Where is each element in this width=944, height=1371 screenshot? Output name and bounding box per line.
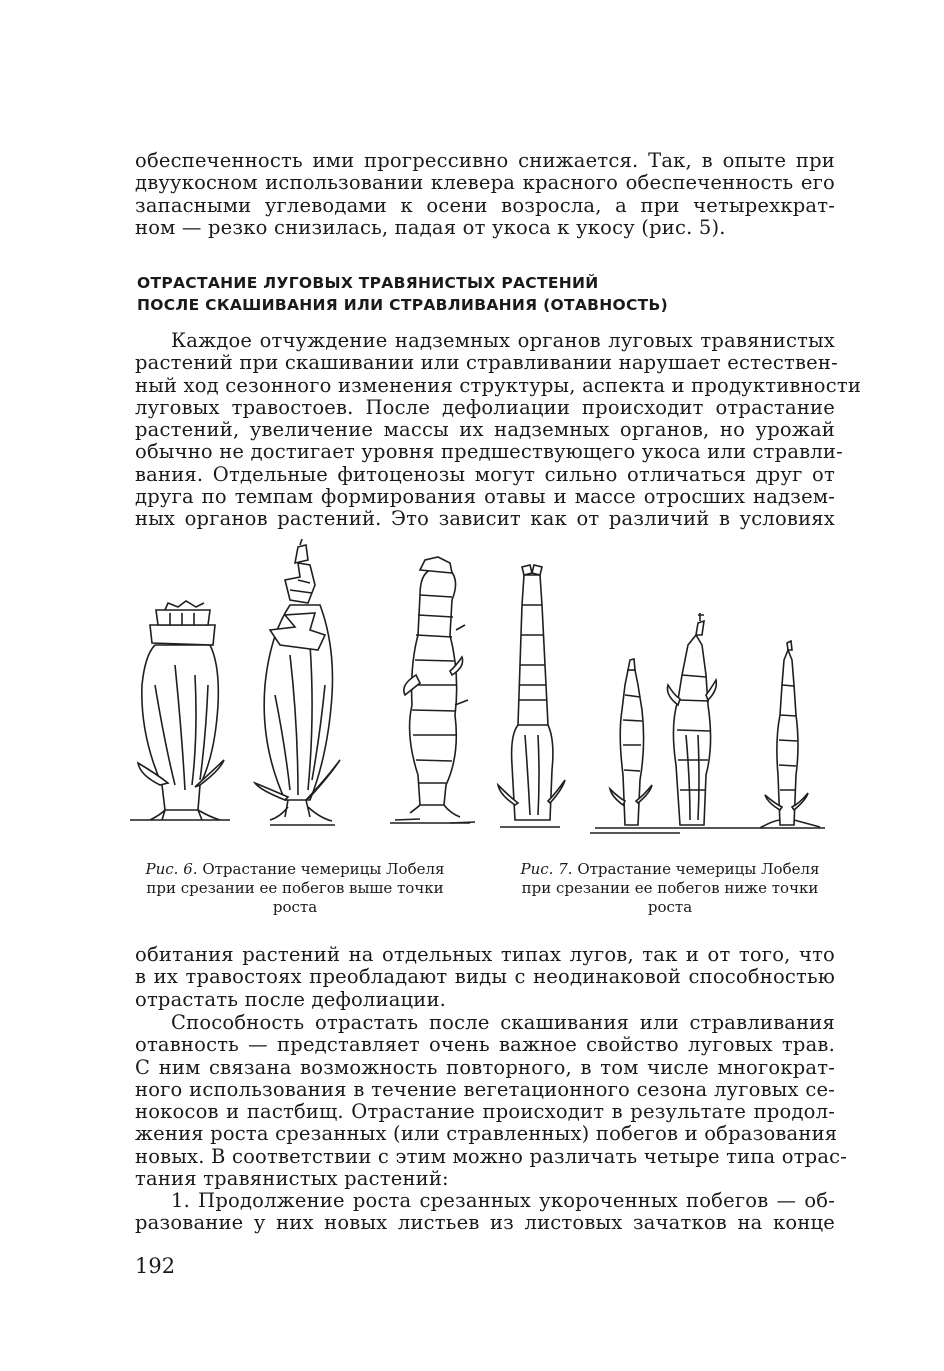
paragraph-type-1 [135, 1190, 835, 1235]
caption-line: роста [272, 898, 318, 916]
figure-7-caption [505, 860, 835, 917]
text-line: ный ход сезонного изменения структуры, аспекта и продуктивности [135, 373, 862, 397]
text-line: растений при скашивании или стравливании нарушает естествен- [135, 351, 838, 375]
plant-1-drawing [138, 601, 224, 820]
text-line: жения роста срезанных (или стравленных) побегов и образования [135, 1122, 838, 1146]
text-line: отавность — представляет очень важное свойство луговых трав. [135, 1033, 835, 1057]
text-line: ного использования в течение вегетационного сезона луговых се- [135, 1077, 835, 1101]
figure-illustration [120, 535, 840, 845]
plant-drawings [120, 535, 840, 845]
paragraph-defoliation [135, 329, 862, 531]
plant-5-drawing [610, 659, 652, 825]
figure-6-caption [130, 860, 460, 917]
ground-line-left [130, 820, 825, 833]
plant-4-drawing [498, 565, 565, 820]
text-line: Каждое отчуждение надземных органов луговых травянистых [171, 329, 835, 352]
text-line: в их травостоях преобладают виды с неодинаковой способностью [135, 965, 835, 989]
caption-line: при срезании ее побегов ниже точки [521, 879, 819, 897]
text-line: растений, увеличение массы их надземных органов, но урожай [135, 418, 835, 442]
text-line: Способность отрастать после скашивания или стравливания [171, 1011, 835, 1034]
text-line: запасными углеводами к осени возросла, а при четырехкрат- [135, 193, 835, 217]
paragraph-habitat [135, 944, 835, 1011]
plant-7-drawing [760, 641, 820, 828]
figure-7-number: Рис. 7. [520, 860, 573, 878]
text-line: вания. Отдельные фитоценозы могут сильно отличаться друг от [135, 462, 835, 486]
text-line: двуукосном использовании клевера красного обеспеченность его [135, 171, 835, 195]
caption-line: Отрастание чемерицы Лобеля [577, 860, 820, 878]
figure-6-number: Рис. 6. [145, 860, 198, 878]
text-line: разование у них новых листьев из листовых зачатков на конце [135, 1211, 835, 1235]
caption-line: Отрастание чемерицы Лобеля [202, 860, 445, 878]
text-line: ном — резко снизилась, падая от укоса к укосу (рис. 5). [135, 215, 726, 239]
paragraph-regrowth [135, 1011, 848, 1191]
paragraph-intro [135, 150, 835, 239]
text-line: обычно не достигает уровня предшествующего укоса или стравли- [135, 440, 843, 464]
heading-line: ПОСЛЕ СКАШИВАНИЯ ИЛИ СТРАВЛИВАНИЯ (ОТАВНОСТЬ) [137, 296, 669, 314]
text-line: луговых травостоев. После дефолиации происходит отрастание [135, 395, 835, 419]
text-line: С ним связана возможность повторного, в том числе многократ- [135, 1055, 835, 1079]
text-line: ных органов растений. Это зависит как от различий в условиях [135, 507, 835, 531]
heading-line: ОТРАСТАНИЕ ЛУГОВЫХ ТРАВЯНИСТЫХ РАСТЕНИЙ [137, 274, 599, 292]
text-line: отрастать после дефолиации. [135, 987, 447, 1011]
text-line: нокосов и пастбищ. Отрастание происходит в результате продол- [135, 1100, 835, 1124]
caption-line: при срезании ее побегов выше точки [146, 879, 444, 897]
text-line: 1. Продолжение роста срезанных укороченных побегов — об- [171, 1189, 835, 1212]
page-number: 192 [135, 1254, 176, 1278]
text-line: друга по темпам формирования отавы и массе отросших надзем- [135, 485, 835, 509]
plant-6-drawing [667, 613, 716, 825]
text-line: обеспеченность ими прогрессивно снижается. Так, в опыте при [135, 149, 835, 172]
plant-3-drawing [395, 557, 475, 823]
text-line: новых. В соответствии с этим можно различать четыре типа отрас- [135, 1144, 848, 1168]
caption-line: роста [647, 898, 693, 916]
text-line: обитания растений на отдельных типах лугов, так и от того, что [135, 943, 835, 966]
text-line: тания травянистых растений: [135, 1167, 449, 1191]
section-heading [137, 272, 757, 316]
plant-2-drawing [255, 539, 340, 821]
